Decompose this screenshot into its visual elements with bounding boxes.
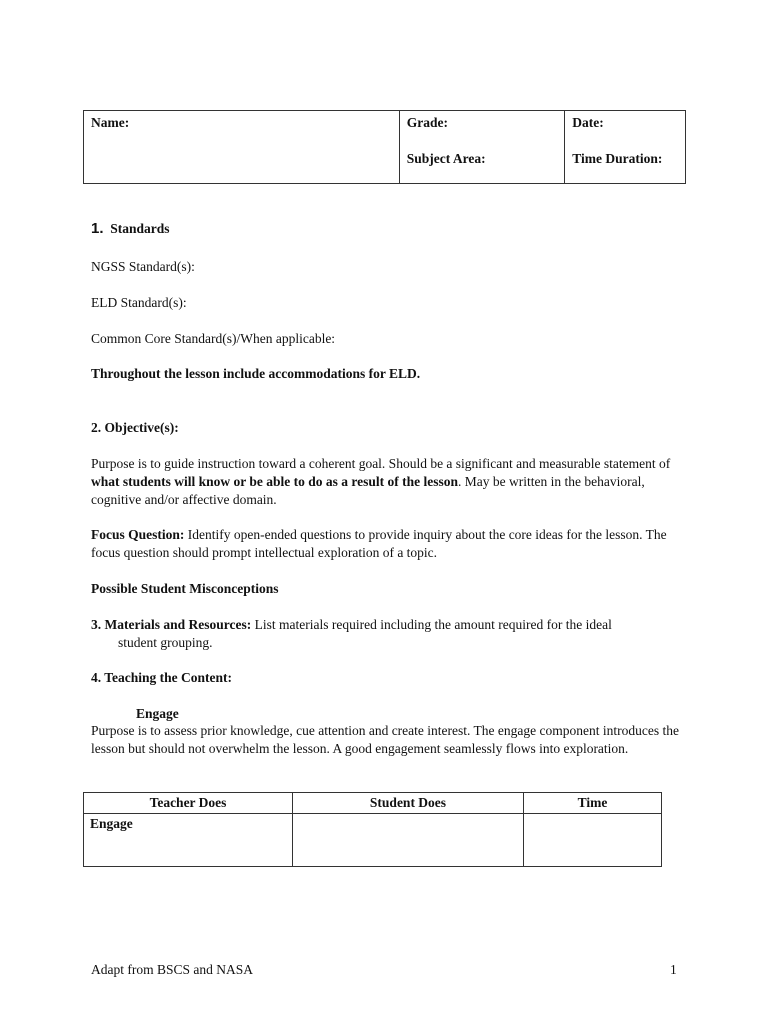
name-cell <box>84 111 400 184</box>
time-duration-label: Time Duration: <box>572 151 663 166</box>
eld-standard: ELD Standard(s): <box>91 295 187 310</box>
time-header: Time <box>524 793 662 814</box>
section1-title: Standards <box>110 221 170 236</box>
footer-source: Adapt from BSCS and NASA <box>91 962 254 977</box>
engage-description: Purpose is to assess prior knowledge, cue attention and create interest. The engage component introduces the lesson but should not overwhelm the lesson. A good engagement seamlessly flows into exploration. <box>91 723 679 756</box>
focus-question-label: Focus Question: <box>91 527 185 542</box>
date-duration-cell <box>565 111 686 184</box>
student-does-header: Student Does <box>293 793 524 814</box>
materials-label: 3. Materials and Resources: <box>91 617 252 632</box>
section2-heading: 2. Objective(s): <box>91 420 179 435</box>
section4-heading: 4. Teaching the Content: <box>91 670 233 685</box>
time-cell <box>524 814 662 867</box>
section1-number: 1. <box>91 220 104 237</box>
engage-heading: Engage <box>136 706 179 721</box>
student-does-cell <box>293 814 524 867</box>
misconceptions-heading: Possible Student Misconceptions <box>91 581 279 596</box>
teacher-does-header: Teacher Does <box>84 793 293 814</box>
section1-heading <box>91 220 170 238</box>
table-row <box>84 814 662 867</box>
grade-label: Grade: <box>406 115 448 130</box>
engage-row-label: Engage <box>84 814 293 867</box>
subject-area-label: Subject Area: <box>406 151 486 166</box>
objective-purpose <box>91 455 681 509</box>
header-info-table <box>83 110 686 184</box>
purpose-text-start: Purpose is to guide instruction toward a coherent goal. Should be a significant and measurable statement of <box>91 456 671 471</box>
date-label: Date: <box>572 115 604 130</box>
materials-text-line2: student grouping. <box>118 635 213 650</box>
focus-question <box>91 526 681 562</box>
common-core-standard: Common Core Standard(s)/When applicable: <box>91 331 336 346</box>
materials-text-line1: List materials required including the amount required for the ideal <box>251 617 612 632</box>
ngss-standard: NGSS Standard(s): <box>91 259 195 274</box>
page-number: 1 <box>670 962 677 977</box>
grade-subject-cell <box>399 111 564 184</box>
focus-question-text: Identify open-ended questions to provide inquiry about the core ideas for the lesson. The focus question should prompt intellectual exploration of a topic. <box>91 527 667 560</box>
teaching-table <box>83 792 662 867</box>
teaching-table-header-row <box>84 793 662 814</box>
materials-resources <box>91 616 691 652</box>
eld-accommodations-note: Throughout the lesson include accommodations for ELD. <box>91 366 421 381</box>
name-label: Name: <box>91 115 130 130</box>
purpose-text-end: . May be written in the behavioral, cognitive and/or affective domain. <box>91 474 645 507</box>
purpose-text-bold: what students will know or be able to do as a result of the lesson <box>91 474 459 489</box>
